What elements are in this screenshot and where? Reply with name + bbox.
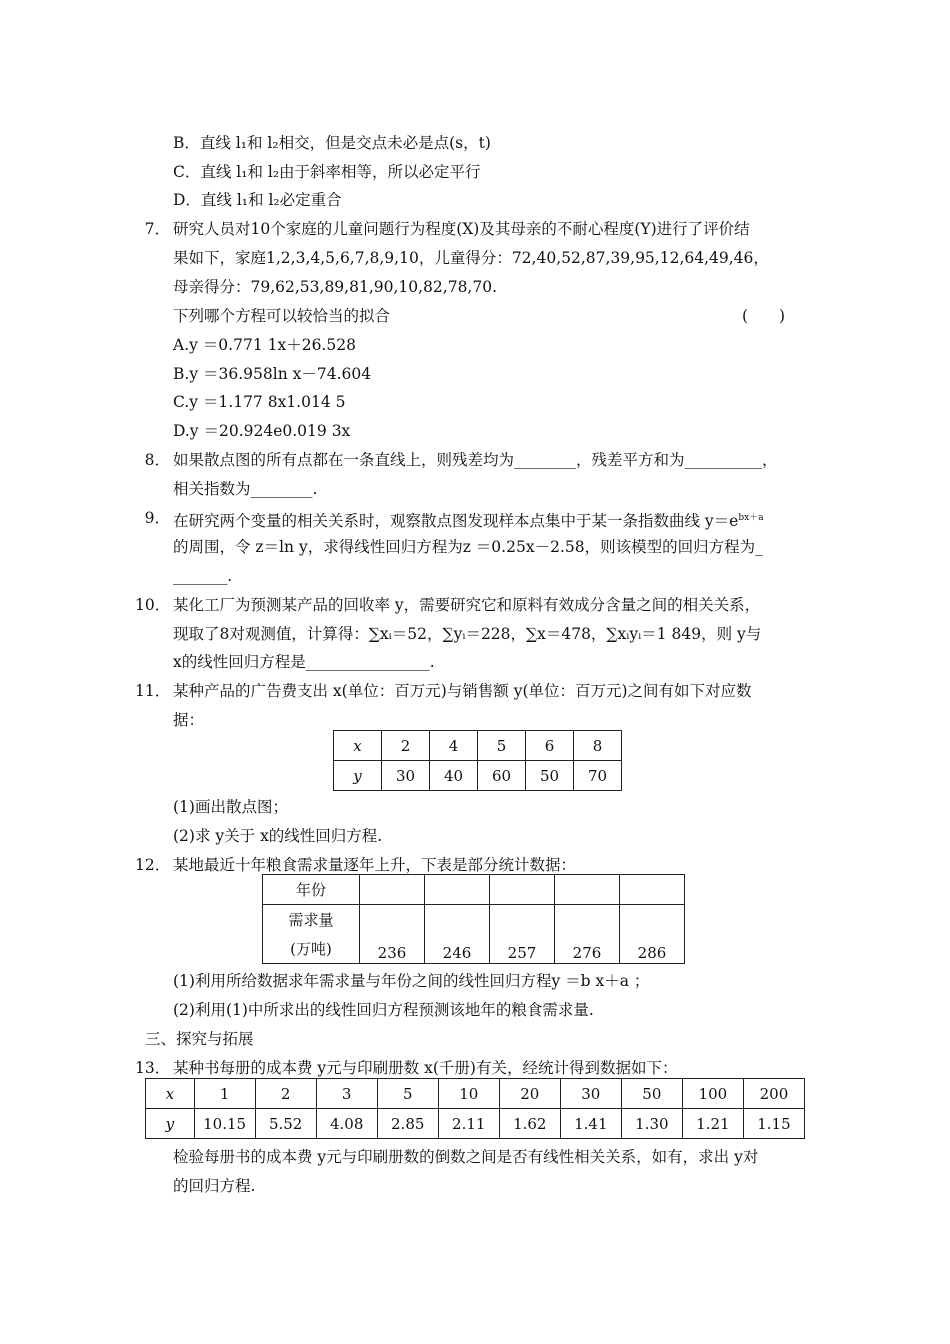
q10-number: 10． <box>135 596 171 614</box>
q13-cell: 2.85 <box>377 1109 438 1139</box>
q7-number: 7． <box>144 220 170 238</box>
q11-sub2: (2)求 y关于 x的线性回归方程. <box>173 827 383 845</box>
q10-line3: x的线性回归方程是________________. <box>173 653 435 671</box>
q12-sub2: (2)利用(1)中所求出的线性回归方程预测该地年的粮食需求量. <box>173 1001 594 1019</box>
q7-answer-paren: ( ) <box>742 307 786 325</box>
q11-cell: 4 <box>430 731 478 761</box>
q7-option-d: D.y ＝20.924e0.019 3x <box>173 422 351 440</box>
q13-number: 13． <box>135 1059 171 1077</box>
q13-cell: 20 <box>499 1079 560 1109</box>
q7-line3: 母亲得分：79,62,53,89,81,90,10,82,78,70. <box>173 278 498 296</box>
q12-header-unit: (万吨) <box>263 934 360 964</box>
q11-number: 11． <box>135 682 171 700</box>
q12-cell <box>360 875 425 905</box>
q13-cell: x <box>146 1079 195 1109</box>
q11-cell: x <box>334 731 382 761</box>
q12-cell: 236 <box>360 905 425 964</box>
q13-cell: 10 <box>438 1079 499 1109</box>
q12-sub1: (1)利用所给数据求年需求量与年份之间的线性回归方程y ＝b x＋a ； <box>173 972 650 990</box>
q6-option-c: C．直线 l₁和 l₂由于斜率相等，所以必定平行 <box>173 163 481 181</box>
q13-cell: 1.30 <box>621 1109 682 1139</box>
q9-line2: 的周围，令 z＝ln y，求得线性回归方程为z ＝0.25x－2.58，则该模型的回归方程为_ <box>173 538 763 556</box>
q12-line1: 某地最近十年粮食需求量逐年上升，下表是部分统计数据： <box>173 856 577 874</box>
q12-cell: 276 <box>555 905 620 964</box>
q12-row-2 <box>263 905 685 935</box>
q13-cell: 1.62 <box>499 1109 560 1139</box>
q8-line2: 相关指数为________. <box>173 480 318 498</box>
q13-cell: 1.15 <box>743 1109 804 1139</box>
q12-header-demand: 需求量 <box>263 905 360 935</box>
q9-line1 <box>173 508 764 531</box>
q13-line2: 检验每册书的成本费 y元与印刷册数的倒数之间是否有线性相关关系，如有，求出 y对 <box>173 1148 759 1166</box>
q10-line1: 某化工厂为预测某产品的回收率 y，需要研究它和原料有效成分含量之间的相关关系， <box>173 596 761 614</box>
q7-line4: 下列哪个方程可以较恰当的拟合 <box>173 307 391 325</box>
q11-cell: 50 <box>526 761 574 791</box>
q12-cell <box>620 875 685 905</box>
q13-cell: 100 <box>682 1079 743 1109</box>
q11-row-y <box>334 761 622 791</box>
q11-cell: 40 <box>430 761 478 791</box>
q8-number: 8． <box>144 451 170 469</box>
q10-line2: 现取了8对观测值，计算得：∑xᵢ＝52，∑yᵢ＝228，∑x＝478，∑xᵢyᵢ＝1 849，则 y与 <box>173 625 762 643</box>
q12-cell: 257 <box>490 905 555 964</box>
q6-option-d: D．直线 l₁和 l₂必定重合 <box>173 191 342 209</box>
q12-cell: 246 <box>425 905 490 964</box>
q12-cell <box>490 875 555 905</box>
q7-option-c: C.y ＝1.177 8x1.014 5 <box>173 393 346 411</box>
q13-cell: 5 <box>377 1079 438 1109</box>
section-title: 三、探究与拓展 <box>145 1030 254 1048</box>
q6-option-b: B．直线 l₁和 l₂相交，但是交点未必是点(s，t) <box>173 134 491 152</box>
q9-line1-text: 在研究两个变量的相关关系时，观察散点图发现样本点集中于某一条指数曲线 y＝e <box>173 512 739 530</box>
q7-option-a: A.y ＝0.771 1x＋26.528 <box>173 336 356 354</box>
q13-cell: 1.21 <box>682 1109 743 1139</box>
q8-line1: 如果散点图的所有点都在一条直线上，则残差均为________，残差平方和为__________， <box>173 451 778 469</box>
q13-row-y <box>146 1109 805 1139</box>
q11-cell: y <box>334 761 382 791</box>
q13-cell: 1 <box>194 1079 255 1109</box>
q11-cell: 2 <box>382 731 430 761</box>
q13-cell: 10.15 <box>194 1109 255 1139</box>
q11-row-x <box>334 731 622 761</box>
q12-table <box>262 874 685 964</box>
q12-row-1 <box>263 875 685 905</box>
q12-number: 12． <box>135 856 171 874</box>
q13-table <box>145 1078 805 1139</box>
q11-sub1: (1)画出散点图； <box>173 798 288 816</box>
q13-cell: 200 <box>743 1079 804 1109</box>
q13-cell: 3 <box>316 1079 377 1109</box>
q11-cell: 70 <box>574 761 622 791</box>
q13-line1: 某种书每册的成本费 y元与印刷册数 x(千册)有关，经统计得到数据如下： <box>173 1059 678 1077</box>
q13-cell: 2 <box>255 1079 316 1109</box>
q11-cell: 5 <box>478 731 526 761</box>
q12-cell: 286 <box>620 905 685 964</box>
q13-line3: 的回归方程. <box>173 1177 256 1195</box>
q12-cell <box>555 875 620 905</box>
q11-cell: 60 <box>478 761 526 791</box>
q13-cell: 5.52 <box>255 1109 316 1139</box>
q12-header-year: 年份 <box>263 875 360 905</box>
q13-cell: 50 <box>621 1079 682 1109</box>
q13-cell: 4.08 <box>316 1109 377 1139</box>
q11-cell: 8 <box>574 731 622 761</box>
q11-line1: 某种产品的广告费支出 x(单位：百万元)与销售额 y(单位：百万元)之间有如下对应数 <box>173 682 752 700</box>
q11-cell: 6 <box>526 731 574 761</box>
q13-cell: y <box>146 1109 195 1139</box>
q9-number: 9． <box>144 509 170 527</box>
q13-cell: 30 <box>560 1079 621 1109</box>
q12-cell <box>425 875 490 905</box>
q11-cell: 30 <box>382 761 430 791</box>
q13-row-x <box>146 1079 805 1109</box>
q7-line2: 果如下，家庭1,2,3,4,5,6,7,8,9,10，儿童得分：72,40,52,87,39,95,12,64,49,46， <box>173 249 769 267</box>
q7-option-b: B.y ＝36.958ln x－74.604 <box>173 365 372 383</box>
q9-line3: _______. <box>173 567 233 585</box>
q11-line2: 据： <box>173 711 205 729</box>
q11-table <box>333 730 622 791</box>
q13-cell: 2.11 <box>438 1109 499 1139</box>
q7-line1: 研究人员对10个家庭的儿童问题行为程度(X)及其母亲的不耐心程度(Y)进行了评价结 <box>173 220 750 238</box>
q13-cell: 1.41 <box>560 1109 621 1139</box>
q9-exponent: bx＋a <box>738 513 764 523</box>
